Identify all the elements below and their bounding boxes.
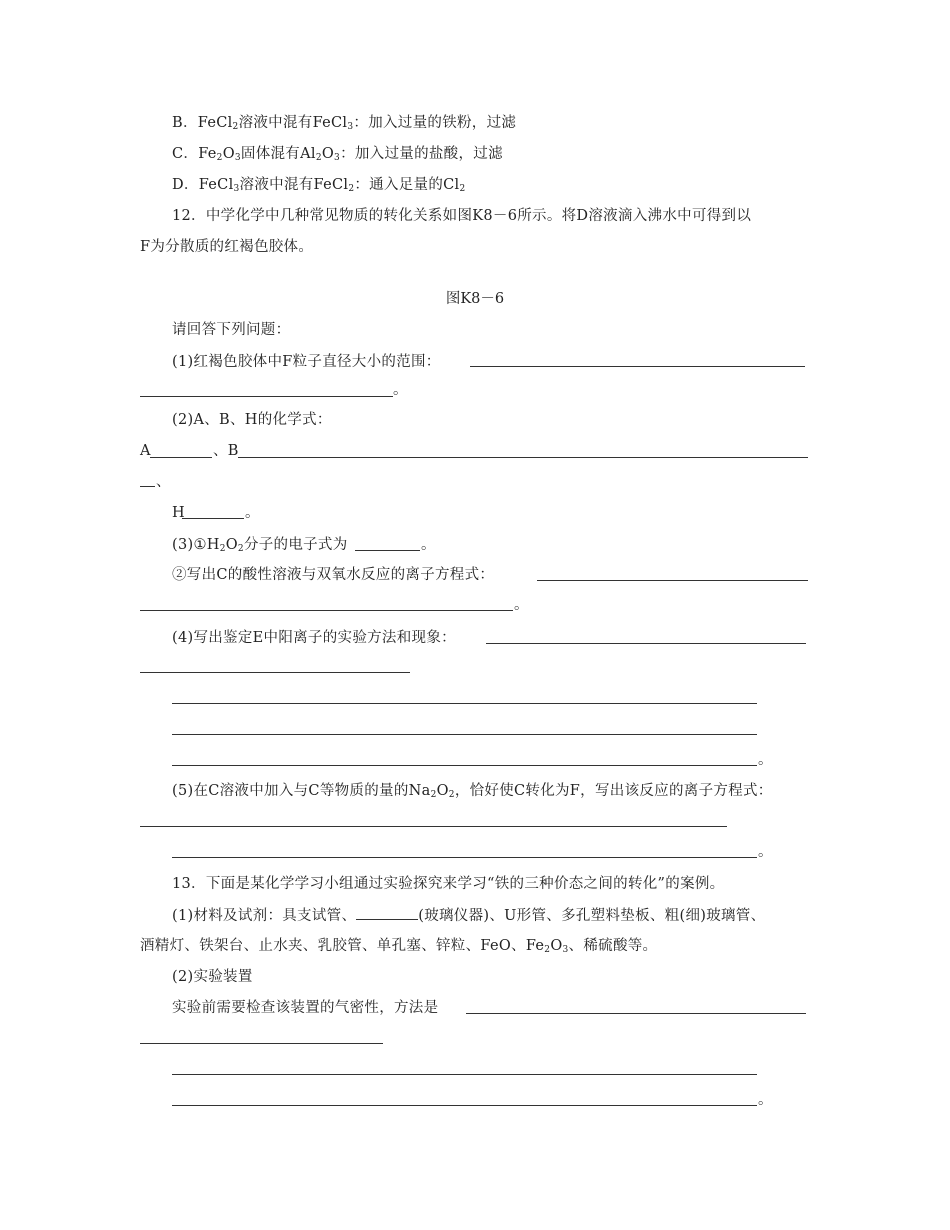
q12-part4: (4)写出鉴定E中阳离子的实验方法和现象： [172, 630, 456, 646]
option-c: C．$Fe_2O_3$固体混有$Al_2O_3$：加入过量的盐酸，过滤 [172, 146, 503, 163]
answer-line[interactable] [172, 703, 757, 704]
answer-line[interactable] [140, 1043, 383, 1044]
answer-line[interactable] [172, 1074, 757, 1075]
q12-prompt: 请回答下列问题： [172, 322, 291, 338]
answer-line[interactable] [172, 1105, 757, 1106]
period: 。 [758, 1092, 773, 1108]
period: 。 [421, 537, 436, 553]
option-b: B．FeCl$_2$溶液中混有FeCl$_3$：加入过量的铁粉，过滤 [172, 115, 517, 132]
period: 。 [758, 752, 773, 768]
q12-part1: (1)红褐色胶体中F粒子直径大小的范围： [172, 354, 441, 370]
q12-part2-a-label: A [140, 443, 151, 459]
answer-line[interactable] [470, 366, 805, 367]
q12-part3a: $(3)①H_2O_2$分子的电子式为 [172, 537, 348, 554]
q12-part2-b-label: 、B [213, 443, 239, 459]
q12-part3b: ②写出C的酸性溶液与双氧水反应的离子方程式： [172, 567, 495, 583]
answer-line-b-cont[interactable] [140, 486, 155, 487]
period: 。 [514, 597, 529, 613]
answer-line[interactable] [172, 765, 757, 766]
answer-line-a[interactable] [150, 457, 212, 458]
answer-line-h[interactable] [182, 518, 244, 519]
answer-line[interactable] [466, 1013, 806, 1014]
answer-line[interactable] [486, 643, 806, 644]
q12-part5: (5)在C溶液中加入与C等物质的量的$Na_2O_2$，恰好使C转化为F，写出该反应的离子方程式： [172, 783, 773, 800]
answer-line[interactable] [140, 826, 727, 827]
q12-part2: (2)A、B、H的化学式： [172, 412, 332, 428]
answer-line[interactable] [140, 396, 393, 397]
q13-stem: 13．下面是某化学学习小组通过实验探究来学习“铁的三种价态之间的转化”的案例。 [172, 876, 725, 892]
answer-line[interactable] [537, 580, 808, 581]
period: 。 [393, 382, 408, 398]
answer-line[interactable] [172, 734, 757, 735]
period: 。 [758, 844, 773, 860]
answer-line[interactable] [172, 857, 757, 858]
answer-line-b[interactable] [238, 457, 808, 458]
answer-line[interactable] [355, 550, 420, 551]
answer-line[interactable] [140, 610, 513, 611]
q13-materials-line2: 酒精灯、铁架台、止水夹、乳胶管、单孔塞、锌粒、FeO、$Fe_2O_3$、稀硫酸等。 [140, 938, 658, 955]
option-d: D．FeCl$_3$溶液中混有FeCl$_2$：通入足量的$Cl_2$ [172, 177, 466, 194]
answer-line[interactable] [140, 672, 410, 673]
q12-stem-line1: 12．中学化学中几种常见物质的转化关系如图K8－6所示。将D溶液滴入沸水中可得到以 [172, 208, 752, 224]
q13-part2-airtight: 实验前需要检查该装置的气密性，方法是 [172, 1000, 439, 1016]
q12-part2-h-label: H [172, 505, 185, 521]
figure-caption: 图K8－6 [445, 291, 505, 307]
q12-stem-line2: F为分散质的红褐色胶体。 [140, 239, 314, 255]
q13-materials-line1: (1)材料及试剂：具支试管、 (玻璃仪器)、U形管、多孔塑料垫板、粗(细)玻璃管、 [172, 905, 765, 926]
answer-blank[interactable] [356, 905, 418, 920]
period: 。 [245, 505, 260, 521]
q12-part2-sep: 、 [156, 474, 171, 490]
q13-part2: (2)实验装置 [172, 969, 253, 985]
